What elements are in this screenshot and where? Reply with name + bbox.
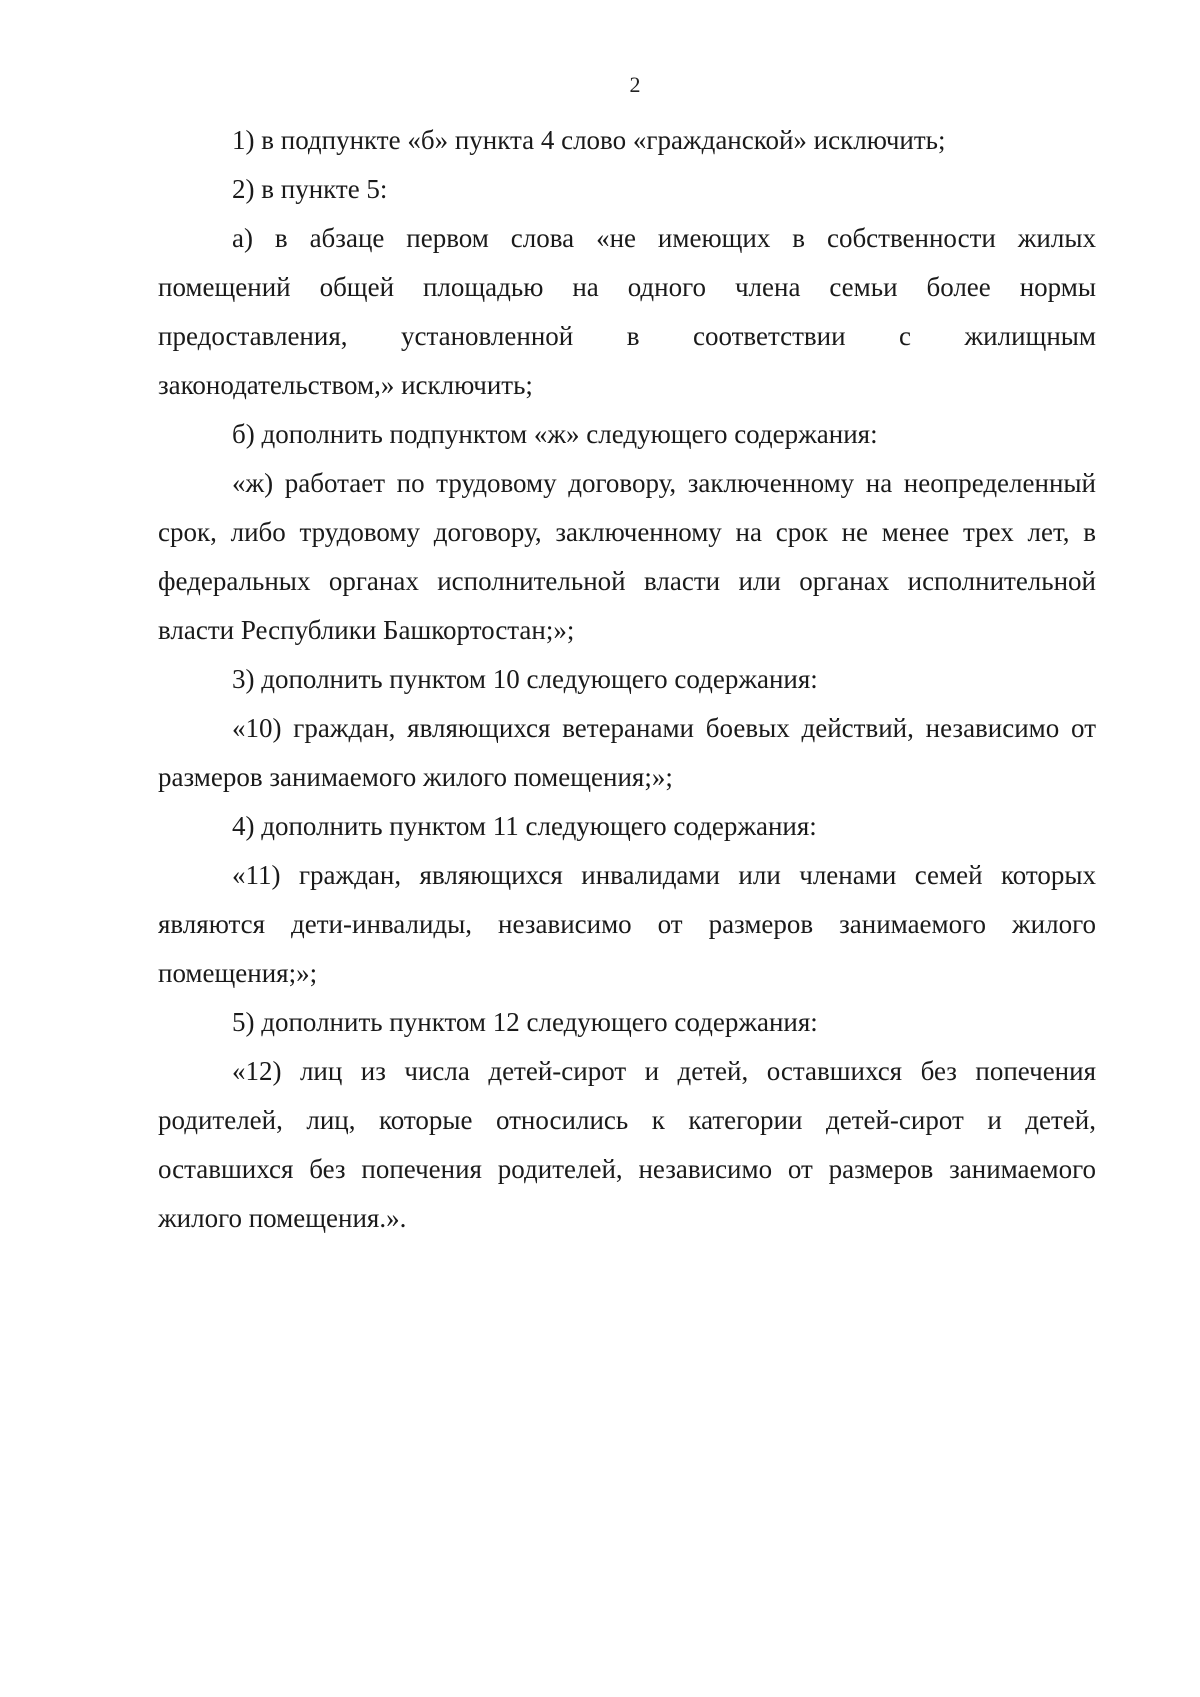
paragraph-item-3-point-10: 3) дополнить пунктом 10 следующего содержания: [232,664,818,694]
paragraph-quote-12: «12) лиц из числа детей-сирот и детей, оставшихся без попечения родителей, лиц, которые относились к категории детей-сирот и детей, оставшихся без попечения родителей, независимо от размеров занимаемого жилого помещения.». [158,1056,1096,1233]
paragraph-subitem-a: а) в абзаце первом слова «не имеющих в собственности жилых помещений общей площадью на одного члена семьи более нормы предоставления, установленной в соответствии с жилищным законодательством,» исключить; [158,223,1096,400]
paragraph-quote-10: «10) граждан, являющихся ветеранами боевых действий, независимо от размеров занимаемого жилого помещения;»; [158,713,1096,792]
page-number: 2 [629,72,641,97]
paragraph-subitem-b: б) дополнить подпунктом «ж» следующего содержания: [232,419,878,449]
paragraph-item-1-subpoint-b: 1) в подпункте «б» пункта 4 слово «гражданской» исключить; [232,125,946,155]
document-body [158,116,1096,1243]
paragraph-quote-11: «11) граждан, являющихся инвалидами или членами семей которых являются дети-инвалиды, независимо от размеров занимаемого жилого помещения;»; [158,860,1096,988]
paragraph-quote-zh: «ж) работает по трудовому договору, заключенному на неопределенный срок, либо трудовому договору, заключенному на срок не менее трех лет, в федеральных органах исполнительной власти или органах исполнительной власти Республики Башкортостан;»; [158,468,1096,645]
paragraph-item-5-point-12: 5) дополнить пунктом 12 следующего содержания: [232,1007,818,1037]
paragraph-item-2-point-5: 2) в пункте 5: [232,174,388,204]
paragraph-item-4-point-11: 4) дополнить пунктом 11 следующего содержания: [232,811,817,841]
